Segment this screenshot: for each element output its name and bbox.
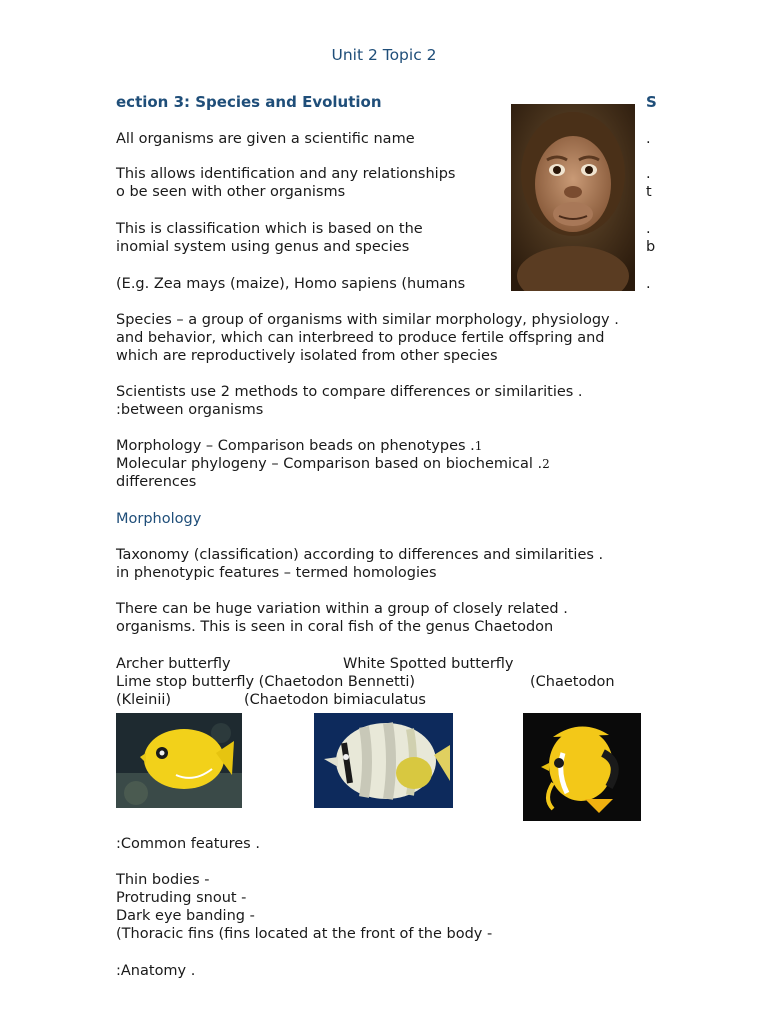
margin-char-b: b bbox=[646, 239, 656, 255]
feature-thin-bodies: Thin bodies - bbox=[116, 872, 210, 888]
taxonomy-line-2: in phenotypic features – termed homologies bbox=[116, 565, 437, 581]
method-1-text: Morphology – Comparison beads on phenotypes . bbox=[116, 438, 475, 454]
variation-line-2: organisms. This is seen in coral fish of the genus Chaetodon bbox=[116, 619, 554, 635]
intro-line-6: (E.g. Zea mays (maize), Homo sapiens (humans bbox=[116, 276, 466, 292]
intro-line-2: This allows identification and any relationships bbox=[116, 166, 456, 182]
feature-dark-eye-banding: Dark eye banding - bbox=[116, 908, 255, 924]
label-lime-stop-butterfly: Lime stop butterfly (Chaetodon Bennetti) bbox=[116, 674, 416, 690]
margin-char-dot-1: . bbox=[646, 131, 651, 147]
label-kleinii: (Kleinii) bbox=[116, 692, 172, 708]
method-2-line-2: differences bbox=[116, 474, 197, 490]
intro-line-5: inomial system using genus and species bbox=[116, 239, 410, 255]
anatomy-heading: :Anatomy . bbox=[116, 963, 196, 979]
taxonomy-line-1: Taxonomy (classification) according to differences and similarities . bbox=[116, 547, 604, 563]
fish-photo-archer bbox=[116, 713, 242, 808]
species-def-line-3: which are reproductively isolated from other species bbox=[116, 348, 498, 364]
margin-char-dot-3: . bbox=[646, 221, 651, 237]
intro-line-4: This is classification which is based on the bbox=[116, 221, 423, 237]
label-archer-butterfly: Archer butterfly bbox=[116, 656, 231, 672]
label-white-spotted-butterfly: White Spotted butterfly bbox=[343, 656, 514, 672]
methods-line-1: Scientists use 2 methods to compare differences or similarities . bbox=[116, 384, 583, 400]
morphology-heading: Morphology bbox=[116, 511, 202, 527]
intro-line-1: All organisms are given a scientific name bbox=[116, 131, 415, 147]
margin-char-dot-4: . bbox=[646, 276, 651, 292]
method-2-number: 2 bbox=[542, 457, 550, 471]
section-heading: ection 3: Species and Evolution bbox=[116, 93, 382, 111]
species-def-line-1: Species – a group of organisms with similar morphology, physiology . bbox=[116, 312, 619, 328]
fish-photo-bimiaculatus bbox=[523, 713, 641, 821]
species-def-line-2: and behavior, which can interbreed to produce fertile offspring and bbox=[116, 330, 605, 346]
fish-photo-white-spotted bbox=[314, 713, 453, 808]
primate-photo bbox=[511, 104, 635, 291]
feature-protruding-snout: Protruding snout - bbox=[116, 890, 247, 906]
method-2-text: Molecular phylogeny – Comparison based on biochemical . bbox=[116, 456, 543, 472]
label-bimiaculatus: (Chaetodon bimiaculatus bbox=[244, 692, 426, 708]
margin-char-s: S bbox=[646, 93, 657, 111]
method-2 bbox=[116, 455, 550, 473]
feature-thoracic-fins: (Thoracic fins (fins located at the front of the body - bbox=[116, 926, 493, 942]
method-1 bbox=[116, 437, 482, 455]
methods-line-2: :between organisms bbox=[116, 402, 264, 418]
margin-char-dot-2: . bbox=[646, 166, 651, 182]
margin-char-t: t bbox=[646, 184, 652, 200]
method-1-number: 1 bbox=[474, 439, 483, 453]
intro-line-3: o be seen with other organisms bbox=[116, 184, 346, 200]
common-features-heading: :Common features . bbox=[116, 836, 260, 852]
variation-line-1: There can be huge variation within a group of closely related . bbox=[116, 601, 568, 617]
document-title: Unit 2 Topic 2 bbox=[331, 46, 437, 64]
label-chaetodon-open: (Chaetodon bbox=[530, 674, 615, 690]
